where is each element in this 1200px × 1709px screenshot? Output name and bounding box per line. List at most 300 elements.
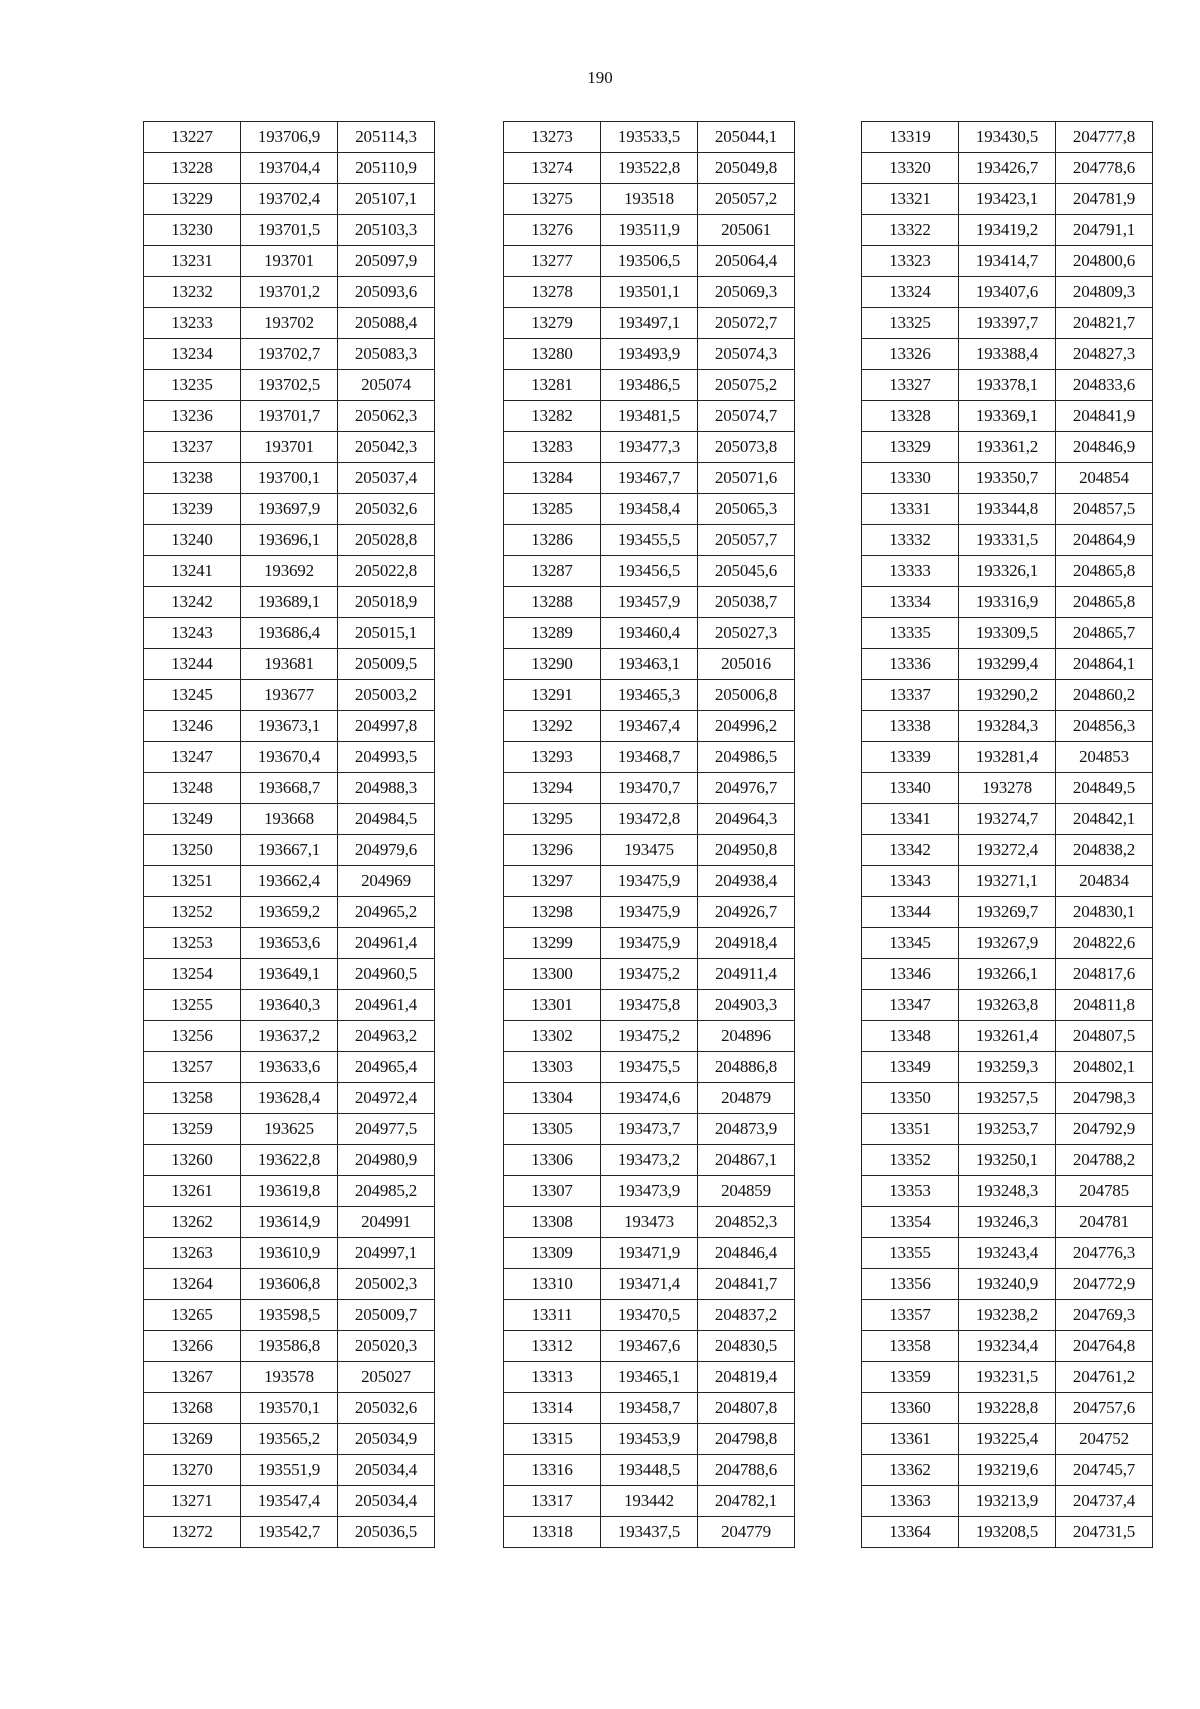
y-coordinate-cell: 205034,9: [338, 1424, 435, 1455]
table-row: [862, 618, 1153, 649]
table-row: [144, 339, 435, 370]
x-coordinate-cell: 193458,7: [601, 1393, 698, 1424]
point-number-cell: 13246: [144, 711, 241, 742]
table-row: [504, 1238, 795, 1269]
x-coordinate-cell: 193257,5: [959, 1083, 1056, 1114]
point-number-cell: 13334: [862, 587, 959, 618]
table-row: [862, 153, 1153, 184]
point-number-cell: 13311: [504, 1300, 601, 1331]
y-coordinate-cell: 205016: [698, 649, 795, 680]
y-coordinate-cell: 204834: [1056, 866, 1153, 897]
coordinates-table-1: [143, 121, 435, 1548]
y-coordinate-cell: 204985,2: [338, 1176, 435, 1207]
point-number-cell: 13333: [862, 556, 959, 587]
x-coordinate-cell: 193570,1: [241, 1393, 338, 1424]
table-row: [504, 711, 795, 742]
table-row: [862, 1083, 1153, 1114]
x-coordinate-cell: 193467,4: [601, 711, 698, 742]
y-coordinate-cell: 205027: [338, 1362, 435, 1393]
y-coordinate-cell: 204857,5: [1056, 494, 1153, 525]
table-row: [144, 1424, 435, 1455]
table-row: [144, 308, 435, 339]
y-coordinate-cell: 204977,5: [338, 1114, 435, 1145]
x-coordinate-cell: 193467,7: [601, 463, 698, 494]
point-number-cell: 13276: [504, 215, 601, 246]
table-row: [862, 1300, 1153, 1331]
point-number-cell: 13273: [504, 122, 601, 153]
x-coordinate-cell: 193423,1: [959, 184, 1056, 215]
table-row: [862, 804, 1153, 835]
x-coordinate-cell: 193475,9: [601, 866, 698, 897]
table-row: [504, 1083, 795, 1114]
y-coordinate-cell: 204965,2: [338, 897, 435, 928]
x-coordinate-cell: 193475: [601, 835, 698, 866]
table-row: [144, 711, 435, 742]
point-number-cell: 13235: [144, 370, 241, 401]
x-coordinate-cell: 193686,4: [241, 618, 338, 649]
point-number-cell: 13317: [504, 1486, 601, 1517]
table-row: [862, 897, 1153, 928]
table-row: [504, 990, 795, 1021]
point-number-cell: 13359: [862, 1362, 959, 1393]
table-row: [144, 680, 435, 711]
x-coordinate-cell: 193448,5: [601, 1455, 698, 1486]
x-coordinate-cell: 193460,4: [601, 618, 698, 649]
table-row: [144, 370, 435, 401]
point-number-cell: 13338: [862, 711, 959, 742]
point-number-cell: 13279: [504, 308, 601, 339]
y-coordinate-cell: 204865,8: [1056, 556, 1153, 587]
point-number-cell: 13269: [144, 1424, 241, 1455]
table-row: [504, 649, 795, 680]
x-coordinate-cell: 193463,1: [601, 649, 698, 680]
table-row: [862, 184, 1153, 215]
point-number-cell: 13237: [144, 432, 241, 463]
y-coordinate-cell: 205083,3: [338, 339, 435, 370]
table-row: [862, 1238, 1153, 1269]
x-coordinate-cell: 193692: [241, 556, 338, 587]
x-coordinate-cell: 193213,9: [959, 1486, 1056, 1517]
table-row: [504, 1176, 795, 1207]
point-number-cell: 13230: [144, 215, 241, 246]
y-coordinate-cell: 205042,3: [338, 432, 435, 463]
x-coordinate-cell: 193378,1: [959, 370, 1056, 401]
y-coordinate-cell: 205049,8: [698, 153, 795, 184]
x-coordinate-cell: 193278: [959, 773, 1056, 804]
point-number-cell: 13281: [504, 370, 601, 401]
y-coordinate-cell: 204918,4: [698, 928, 795, 959]
y-coordinate-cell: 204841,9: [1056, 401, 1153, 432]
y-coordinate-cell: 205103,3: [338, 215, 435, 246]
table-row: [144, 1331, 435, 1362]
table-row: [862, 525, 1153, 556]
x-coordinate-cell: 193472,8: [601, 804, 698, 835]
point-number-cell: 13259: [144, 1114, 241, 1145]
table-row: [144, 401, 435, 432]
x-coordinate-cell: 193681: [241, 649, 338, 680]
x-coordinate-cell: 193473,7: [601, 1114, 698, 1145]
point-number-cell: 13346: [862, 959, 959, 990]
x-coordinate-cell: 193653,6: [241, 928, 338, 959]
y-coordinate-cell: 205107,1: [338, 184, 435, 215]
table-row: [144, 804, 435, 835]
point-number-cell: 13353: [862, 1176, 959, 1207]
point-number-cell: 13329: [862, 432, 959, 463]
table-row: [144, 649, 435, 680]
y-coordinate-cell: 204802,1: [1056, 1052, 1153, 1083]
x-coordinate-cell: 193309,5: [959, 618, 1056, 649]
point-number-cell: 13351: [862, 1114, 959, 1145]
table-row: [862, 122, 1153, 153]
point-number-cell: 13339: [862, 742, 959, 773]
y-coordinate-cell: 204896: [698, 1021, 795, 1052]
x-coordinate-cell: 193458,4: [601, 494, 698, 525]
point-number-cell: 13355: [862, 1238, 959, 1269]
point-number-cell: 13243: [144, 618, 241, 649]
table-row: [144, 246, 435, 277]
table-row: [144, 866, 435, 897]
point-number-cell: 13341: [862, 804, 959, 835]
y-coordinate-cell: 204997,1: [338, 1238, 435, 1269]
point-number-cell: 13304: [504, 1083, 601, 1114]
x-coordinate-cell: 193350,7: [959, 463, 1056, 494]
point-number-cell: 13337: [862, 680, 959, 711]
table-row: [862, 866, 1153, 897]
x-coordinate-cell: 193266,1: [959, 959, 1056, 990]
x-coordinate-cell: 193299,4: [959, 649, 1056, 680]
y-coordinate-cell: 205073,8: [698, 432, 795, 463]
point-number-cell: 13283: [504, 432, 601, 463]
table-row: [862, 1424, 1153, 1455]
point-number-cell: 13340: [862, 773, 959, 804]
x-coordinate-cell: 193267,9: [959, 928, 1056, 959]
x-coordinate-cell: 193430,5: [959, 122, 1056, 153]
table-row: [862, 742, 1153, 773]
x-coordinate-cell: 193511,9: [601, 215, 698, 246]
y-coordinate-cell: 205065,3: [698, 494, 795, 525]
x-coordinate-cell: 193628,4: [241, 1083, 338, 1114]
table-row: [504, 1269, 795, 1300]
point-number-cell: 13274: [504, 153, 601, 184]
point-number-cell: 13254: [144, 959, 241, 990]
x-coordinate-cell: 193475,5: [601, 1052, 698, 1083]
point-number-cell: 13350: [862, 1083, 959, 1114]
y-coordinate-cell: 204865,7: [1056, 618, 1153, 649]
table-row: [504, 928, 795, 959]
x-coordinate-cell: 193361,2: [959, 432, 1056, 463]
table-row: [862, 339, 1153, 370]
y-coordinate-cell: 205044,1: [698, 122, 795, 153]
table-row: [144, 1021, 435, 1052]
x-coordinate-cell: 193269,7: [959, 897, 1056, 928]
y-coordinate-cell: 204769,3: [1056, 1300, 1153, 1331]
y-coordinate-cell: 204830,1: [1056, 897, 1153, 928]
y-coordinate-cell: 204846,4: [698, 1238, 795, 1269]
y-coordinate-cell: 204886,8: [698, 1052, 795, 1083]
x-coordinate-cell: 193467,6: [601, 1331, 698, 1362]
table-row: [144, 835, 435, 866]
point-number-cell: 13272: [144, 1517, 241, 1548]
y-coordinate-cell: 204745,7: [1056, 1455, 1153, 1486]
table-row: [504, 1207, 795, 1238]
table-row: [862, 401, 1153, 432]
table-row: [144, 153, 435, 184]
x-coordinate-cell: 193578: [241, 1362, 338, 1393]
table-row: [862, 277, 1153, 308]
table-row: [144, 494, 435, 525]
point-number-cell: 13315: [504, 1424, 601, 1455]
x-coordinate-cell: 193486,5: [601, 370, 698, 401]
x-coordinate-cell: 193248,3: [959, 1176, 1056, 1207]
y-coordinate-cell: 205028,8: [338, 525, 435, 556]
table-row: [862, 432, 1153, 463]
table-row: [504, 680, 795, 711]
y-coordinate-cell: 204757,6: [1056, 1393, 1153, 1424]
table-row: [144, 990, 435, 1021]
point-number-cell: 13250: [144, 835, 241, 866]
point-number-cell: 13241: [144, 556, 241, 587]
point-number-cell: 13361: [862, 1424, 959, 1455]
x-coordinate-cell: 193473,2: [601, 1145, 698, 1176]
y-coordinate-cell: 204827,3: [1056, 339, 1153, 370]
y-coordinate-cell: 204772,9: [1056, 1269, 1153, 1300]
y-coordinate-cell: 204972,4: [338, 1083, 435, 1114]
table-row: [862, 1021, 1153, 1052]
x-coordinate-cell: 193272,4: [959, 835, 1056, 866]
x-coordinate-cell: 193271,1: [959, 866, 1056, 897]
point-number-cell: 13267: [144, 1362, 241, 1393]
y-coordinate-cell: 204846,9: [1056, 432, 1153, 463]
y-coordinate-cell: 204965,4: [338, 1052, 435, 1083]
point-number-cell: 13344: [862, 897, 959, 928]
point-number-cell: 13295: [504, 804, 601, 835]
table-row: [144, 1145, 435, 1176]
y-coordinate-cell: 204798,8: [698, 1424, 795, 1455]
point-number-cell: 13262: [144, 1207, 241, 1238]
table-row: [504, 463, 795, 494]
table-row: [144, 1486, 435, 1517]
x-coordinate-cell: 193547,4: [241, 1486, 338, 1517]
x-coordinate-cell: 193455,5: [601, 525, 698, 556]
point-number-cell: 13363: [862, 1486, 959, 1517]
table-row: [862, 1114, 1153, 1145]
y-coordinate-cell: 204837,2: [698, 1300, 795, 1331]
x-coordinate-cell: 193518: [601, 184, 698, 215]
coordinates-table-3: [861, 121, 1153, 1548]
table-row: [144, 1083, 435, 1114]
x-coordinate-cell: 193598,5: [241, 1300, 338, 1331]
y-coordinate-cell: 204830,5: [698, 1331, 795, 1362]
table-row: [144, 463, 435, 494]
x-coordinate-cell: 193316,9: [959, 587, 1056, 618]
y-coordinate-cell: 204961,4: [338, 928, 435, 959]
y-coordinate-cell: 205032,6: [338, 1393, 435, 1424]
table-row: [862, 308, 1153, 339]
table-row: [504, 1393, 795, 1424]
y-coordinate-cell: 205074,7: [698, 401, 795, 432]
point-number-cell: 13278: [504, 277, 601, 308]
point-number-cell: 13313: [504, 1362, 601, 1393]
point-number-cell: 13229: [144, 184, 241, 215]
point-number-cell: 13289: [504, 618, 601, 649]
x-coordinate-cell: 193326,1: [959, 556, 1056, 587]
point-number-cell: 13327: [862, 370, 959, 401]
point-number-cell: 13286: [504, 525, 601, 556]
y-coordinate-cell: 205072,7: [698, 308, 795, 339]
x-coordinate-cell: 193542,7: [241, 1517, 338, 1548]
point-number-cell: 13306: [504, 1145, 601, 1176]
x-coordinate-cell: 193633,6: [241, 1052, 338, 1083]
table-row: [862, 215, 1153, 246]
table-row: [862, 1052, 1153, 1083]
y-coordinate-cell: 204788,6: [698, 1455, 795, 1486]
table-row: [862, 680, 1153, 711]
y-coordinate-cell: 204821,7: [1056, 308, 1153, 339]
x-coordinate-cell: 193614,9: [241, 1207, 338, 1238]
table-row: [504, 277, 795, 308]
point-number-cell: 13336: [862, 649, 959, 680]
point-number-cell: 13228: [144, 153, 241, 184]
x-coordinate-cell: 193586,8: [241, 1331, 338, 1362]
y-coordinate-cell: 204817,6: [1056, 959, 1153, 990]
table-row: [862, 1455, 1153, 1486]
point-number-cell: 13358: [862, 1331, 959, 1362]
table-row: [862, 649, 1153, 680]
x-coordinate-cell: 193501,1: [601, 277, 698, 308]
x-coordinate-cell: 193253,7: [959, 1114, 1056, 1145]
y-coordinate-cell: 204776,3: [1056, 1238, 1153, 1269]
table-row: [504, 556, 795, 587]
point-number-cell: 13247: [144, 742, 241, 773]
table-row: [144, 742, 435, 773]
x-coordinate-cell: 193477,3: [601, 432, 698, 463]
table-row: [144, 215, 435, 246]
y-coordinate-cell: 205034,4: [338, 1486, 435, 1517]
x-coordinate-cell: 193468,7: [601, 742, 698, 773]
table-row: [144, 1269, 435, 1300]
x-coordinate-cell: 193619,8: [241, 1176, 338, 1207]
x-coordinate-cell: 193533,5: [601, 122, 698, 153]
x-coordinate-cell: 193706,9: [241, 122, 338, 153]
table-row: [504, 122, 795, 153]
point-number-cell: 13253: [144, 928, 241, 959]
table-row: [144, 525, 435, 556]
point-number-cell: 13318: [504, 1517, 601, 1548]
point-number-cell: 13310: [504, 1269, 601, 1300]
point-number-cell: 13301: [504, 990, 601, 1021]
point-number-cell: 13320: [862, 153, 959, 184]
y-coordinate-cell: 205110,9: [338, 153, 435, 184]
x-coordinate-cell: 193457,9: [601, 587, 698, 618]
y-coordinate-cell: 204996,2: [698, 711, 795, 742]
y-coordinate-cell: 204842,1: [1056, 804, 1153, 835]
point-number-cell: 13345: [862, 928, 959, 959]
y-coordinate-cell: 205018,9: [338, 587, 435, 618]
point-number-cell: 13316: [504, 1455, 601, 1486]
x-coordinate-cell: 193475,8: [601, 990, 698, 1021]
y-coordinate-cell: 204853: [1056, 742, 1153, 773]
table-row: [144, 184, 435, 215]
table-row: [144, 1114, 435, 1145]
y-coordinate-cell: 205074,3: [698, 339, 795, 370]
x-coordinate-cell: 193610,9: [241, 1238, 338, 1269]
table-row: [144, 1176, 435, 1207]
point-number-cell: 13297: [504, 866, 601, 897]
x-coordinate-cell: 193470,7: [601, 773, 698, 804]
x-coordinate-cell: 193606,8: [241, 1269, 338, 1300]
point-number-cell: 13257: [144, 1052, 241, 1083]
table-row: [504, 1114, 795, 1145]
y-coordinate-cell: 204782,1: [698, 1486, 795, 1517]
table-row: [144, 1517, 435, 1548]
point-number-cell: 13240: [144, 525, 241, 556]
y-coordinate-cell: 205034,4: [338, 1455, 435, 1486]
x-coordinate-cell: 193263,8: [959, 990, 1056, 1021]
x-coordinate-cell: 193481,5: [601, 401, 698, 432]
point-number-cell: 13271: [144, 1486, 241, 1517]
x-coordinate-cell: 193475,9: [601, 897, 698, 928]
table-row: [504, 773, 795, 804]
table-row: [144, 277, 435, 308]
y-coordinate-cell: 205003,2: [338, 680, 435, 711]
point-number-cell: 13335: [862, 618, 959, 649]
x-coordinate-cell: 193667,1: [241, 835, 338, 866]
point-number-cell: 13349: [862, 1052, 959, 1083]
x-coordinate-cell: 193677: [241, 680, 338, 711]
y-coordinate-cell: 204926,7: [698, 897, 795, 928]
point-number-cell: 13285: [504, 494, 601, 525]
y-coordinate-cell: 205071,6: [698, 463, 795, 494]
table-row: [862, 1362, 1153, 1393]
table-row: [504, 897, 795, 928]
x-coordinate-cell: 193344,8: [959, 494, 1056, 525]
x-coordinate-cell: 193290,2: [959, 680, 1056, 711]
y-coordinate-cell: 205006,8: [698, 680, 795, 711]
point-number-cell: 13314: [504, 1393, 601, 1424]
x-coordinate-cell: 193259,3: [959, 1052, 1056, 1083]
point-number-cell: 13300: [504, 959, 601, 990]
point-number-cell: 13332: [862, 525, 959, 556]
x-coordinate-cell: 193453,9: [601, 1424, 698, 1455]
y-coordinate-cell: 204938,4: [698, 866, 795, 897]
table-row: [144, 556, 435, 587]
x-coordinate-cell: 193231,5: [959, 1362, 1056, 1393]
table-row: [862, 1145, 1153, 1176]
x-coordinate-cell: 193473,9: [601, 1176, 698, 1207]
y-coordinate-cell: 205074: [338, 370, 435, 401]
table-row: [504, 401, 795, 432]
table-row: [862, 990, 1153, 1021]
page-number: 190: [587, 68, 613, 87]
x-coordinate-cell: 193701,2: [241, 277, 338, 308]
point-number-cell: 13364: [862, 1517, 959, 1548]
point-number-cell: 13255: [144, 990, 241, 1021]
point-number-cell: 13325: [862, 308, 959, 339]
x-coordinate-cell: 193240,9: [959, 1269, 1056, 1300]
point-number-cell: 13347: [862, 990, 959, 1021]
table-row: [504, 432, 795, 463]
table-row: [862, 711, 1153, 742]
y-coordinate-cell: 204988,3: [338, 773, 435, 804]
point-number-cell: 13261: [144, 1176, 241, 1207]
table-row: [862, 1269, 1153, 1300]
point-number-cell: 13227: [144, 122, 241, 153]
x-coordinate-cell: 193702: [241, 308, 338, 339]
y-coordinate-cell: 204785: [1056, 1176, 1153, 1207]
point-number-cell: 13248: [144, 773, 241, 804]
table-row: [504, 1486, 795, 1517]
point-number-cell: 13291: [504, 680, 601, 711]
